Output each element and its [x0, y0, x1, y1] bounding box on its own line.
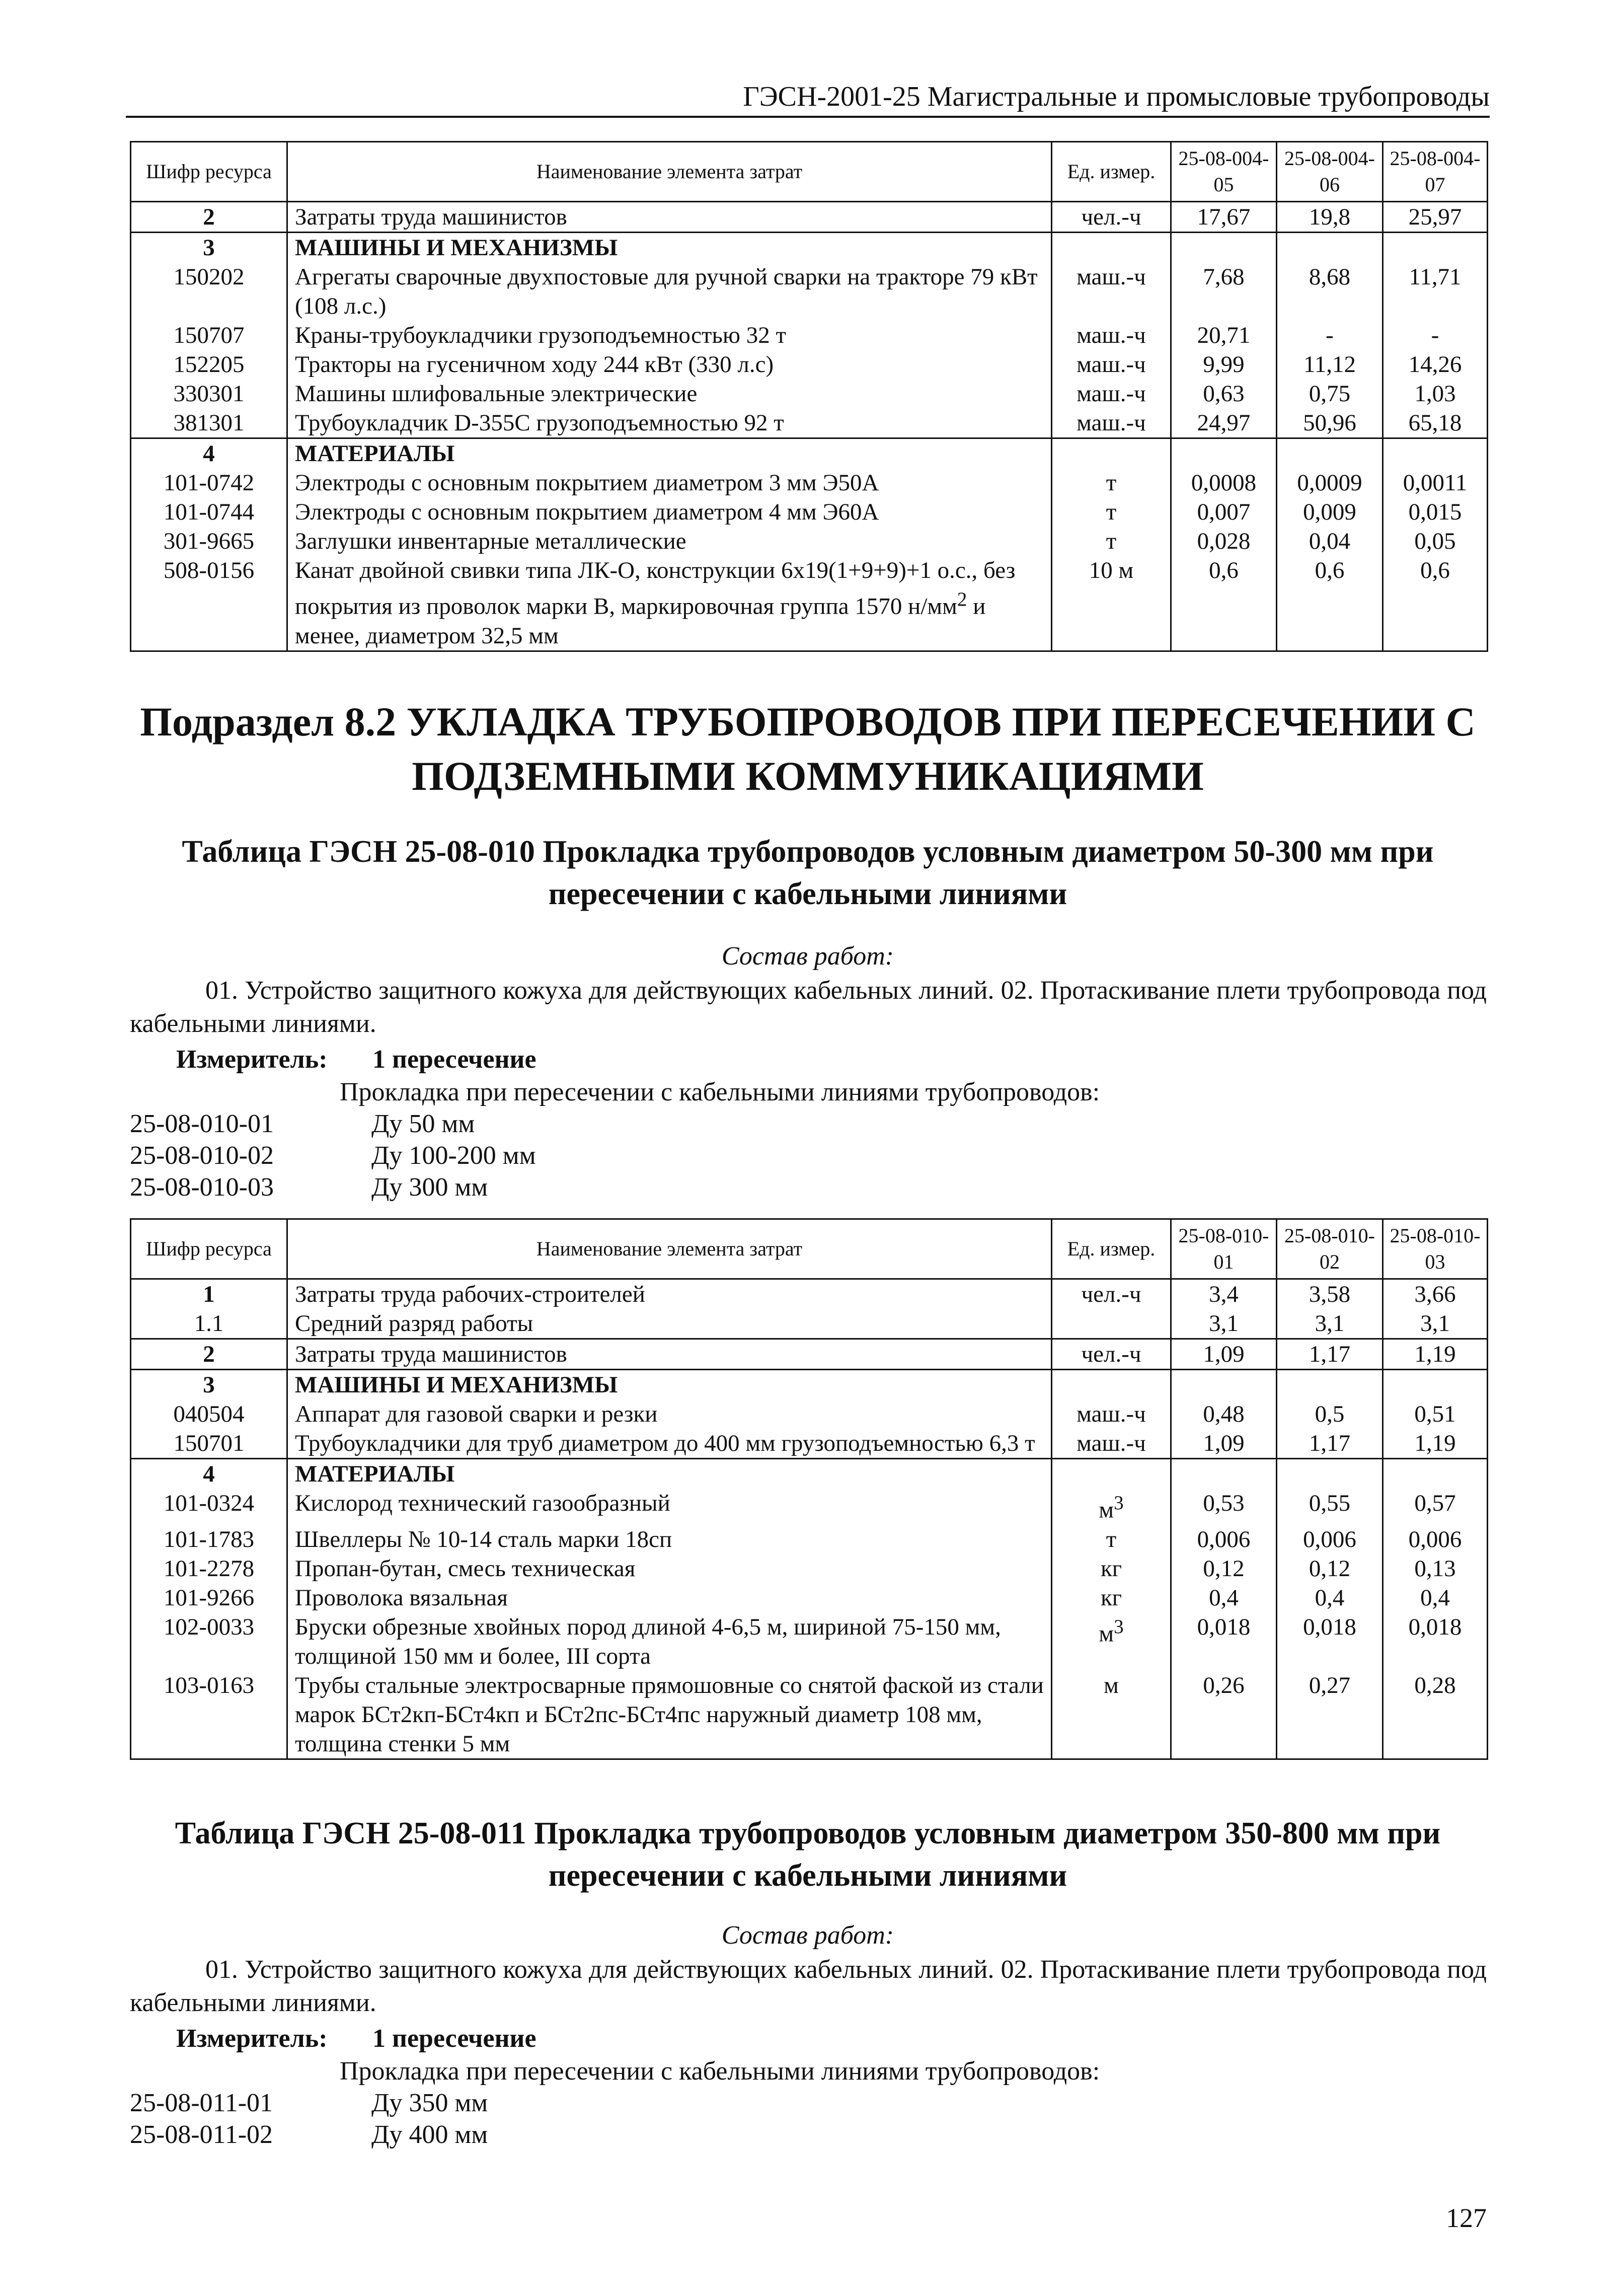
- table-title-25-08-010: Таблица ГЭСН 25-08-010 Прокладка трубопроводов условным диаметром 50-300 мм при пересечении с кабельными линиями: [182, 835, 1434, 911]
- running-head: [126, 76, 1490, 118]
- table-row: 101-0742 Электроды с основным покрытием диаметром 3 мм Э50А т 0,0008 0,0009 0,0011: [131, 468, 1488, 497]
- table-row: 150701 Трубоукладчики для труб диаметром до 400 мм грузоподъемностью 6,3 т маш.-ч 1,09 1,17 1,19: [131, 1429, 1488, 1459]
- running-head-text: ГЭСН-2001-25 Магистральные и промысловые трубопроводы: [743, 81, 1490, 112]
- norms-caption: Прокладка при пересечении с кабельными линиями трубопроводов:: [340, 2057, 1100, 2086]
- header-norm-2: 25-08-010-02: [1277, 1219, 1383, 1279]
- norm-item: 25-08-010-01 Ду 50 мм: [130, 1109, 475, 1138]
- header-unit: Ед. измер.: [1052, 142, 1171, 202]
- page-number: 127: [1446, 2203, 1487, 2233]
- table-header-row: [131, 1219, 1488, 1279]
- table-row: 508-0156 Канат двойной свивки типа ЛК-О, конструкции 6х19(1+9+9)+1 о.с., без покрытия из проволок марки В, маркировочная группа 1570 $н/мм^2$ и менее, диаметром 32,5 мм 10 м 0,6 0,6 0,6: [131, 556, 1488, 651]
- norm-item: 25-08-010-02 Ду 100-200 мм: [130, 1141, 536, 1170]
- header-unit: Ед. измер.: [1052, 1219, 1171, 1279]
- header-name: Наименование элемента затрат: [287, 1219, 1052, 1279]
- cost-table-25-08-010: [130, 1218, 1488, 1760]
- work-composition-text: 01. Устройство защитного кожуха для действующих кабельных линий. 02. Протаскивание плети трубопровода под кабельными линиями.: [130, 976, 1487, 1038]
- table-row: 150202 Агрегаты сварочные двухпостовые для ручной сварки на тракторе 79 кВт (108 л.с.) маш.-ч 7,68 8,68 11,71: [131, 262, 1488, 321]
- header-norm-2: 25-08-004-06: [1277, 142, 1383, 202]
- norms-caption: Прокладка при пересечении с кабельными линиями трубопроводов:: [340, 1078, 1100, 1106]
- meter: Измеритель: 1 пересечение: [176, 2024, 536, 2053]
- header-name: Наименование элемента затрат: [287, 142, 1052, 202]
- table-row: 150707 Краны-трубоукладчики грузоподъемностью 32 т маш.-ч 20,71 - -: [131, 321, 1488, 350]
- norm-item: 25-08-010-03 Ду 300 мм: [130, 1173, 488, 1202]
- table-row: 2 Затраты труда машинистов чел.-ч 1,09 1,17 1,19: [131, 1339, 1488, 1370]
- table-row: 1.1 Средний разряд работы 3,1 3,1 3,1: [131, 1309, 1488, 1339]
- header-code: Шифр ресурса: [131, 142, 287, 202]
- table-row: 101-2278 Пропан-бутан, смесь техническая кг 0,12 0,12 0,13: [131, 1554, 1488, 1583]
- header-norm-1: 25-08-010-01: [1171, 1219, 1277, 1279]
- header-norm-1: 25-08-004-05: [1171, 142, 1277, 202]
- table-row: 040504 Аппарат для газовой сварки и резки маш.-ч 0,48 0,5 0,51: [131, 1399, 1488, 1429]
- table-header-row: [131, 142, 1488, 202]
- table-row: 101-0324 Кислород технический газообразный $м^3$ 0,53 0,55 0,57: [131, 1489, 1488, 1525]
- norm-item: 25-08-011-02 Ду 400 мм: [130, 2120, 488, 2149]
- table-row: 3 МАШИНЫ И МЕХАНИЗМЫ: [131, 233, 1488, 263]
- table-row: 101-9266 Проволока вязальная кг 0,4 0,4 0,4: [131, 1583, 1488, 1612]
- table-row: 152205 Тракторы на гусеничном ходу 244 кВт (330 л.с) маш.-ч 9,99 11,12 14,26: [131, 350, 1488, 379]
- cost-table-25-08-004: [130, 141, 1488, 652]
- table-row: 2 Затраты труда машинистов чел.-ч 17,67 19,8 25,97: [131, 202, 1488, 233]
- header-code: Шифр ресурса: [131, 1219, 287, 1279]
- table-row: 4 МАТЕРИАЛЫ: [131, 1459, 1488, 1489]
- work-composition-text: 01. Устройство защитного кожуха для действующих кабельных линий. 02. Протаскивание плети трубопровода под кабельными линиями.: [130, 1955, 1487, 2017]
- table-row: 381301 Трубоукладчик D-355C грузоподъемностью 92 т маш.-ч 24,97 50,96 65,18: [131, 408, 1488, 438]
- table-row: 301-9665 Заглушки инвентарные металлические т 0,028 0,04 0,05: [131, 527, 1488, 556]
- table-row: 330301 Машины шлифовальные электрические маш.-ч 0,63 0,75 1,03: [131, 379, 1488, 408]
- work-composition-label: Состав работ:: [721, 1921, 894, 1950]
- table-row: 102-0033 Бруски обрезные хвойных пород длиной 4-6,5 м, шириной 75-150 мм, толщиной 150 мм и более, III сорта $м^3$ 0,018 0,018 0,018: [131, 1612, 1488, 1671]
- table-row: 3 МАШИНЫ И МЕХАНИЗМЫ: [131, 1370, 1488, 1400]
- table-row: 103-0163 Трубы стальные электросварные прямошовные со снятой фаской из стали марок БСт2кп-БСт4кп и БСт2пс-БСт4пс наружный диаметр 108 мм, толщина стенки 5 мм м 0,26 0,27 0,28: [131, 1671, 1488, 1759]
- subsection-title: Подраздел 8.2 УКЛАДКА ТРУБОПРОВОДОВ ПРИ ПЕРЕСЕЧЕНИИ С ПОДЗЕМНЫМИ КОММУНИКАЦИЯМИ: [140, 699, 1476, 799]
- table-row: 101-1783 Швеллеры № 10-14 сталь марки 18сп т 0,006 0,006 0,006: [131, 1525, 1488, 1554]
- table-title-25-08-011: Таблица ГЭСН 25-08-011 Прокладка трубопроводов условным диаметром 350-800 мм при пересечении с кабельными линиями: [175, 1816, 1441, 1893]
- norm-item: 25-08-011-01 Ду 350 мм: [130, 2089, 488, 2117]
- meter: Измеритель: 1 пересечение: [176, 1045, 536, 1074]
- header-norm-3: 25-08-010-03: [1383, 1219, 1488, 1279]
- header-norm-3: 25-08-004-07: [1383, 142, 1488, 202]
- table-row: 101-0744 Электроды с основным покрытием диаметром 4 мм Э60А т 0,007 0,009 0,015: [131, 497, 1488, 527]
- work-composition-label: Состав работ:: [721, 942, 894, 971]
- table-row: 1 Затраты труда рабочих-строителей чел.-ч 3,4 3,58 3,66: [131, 1279, 1488, 1309]
- table-row: 4 МАТЕРИАЛЫ: [131, 438, 1488, 469]
